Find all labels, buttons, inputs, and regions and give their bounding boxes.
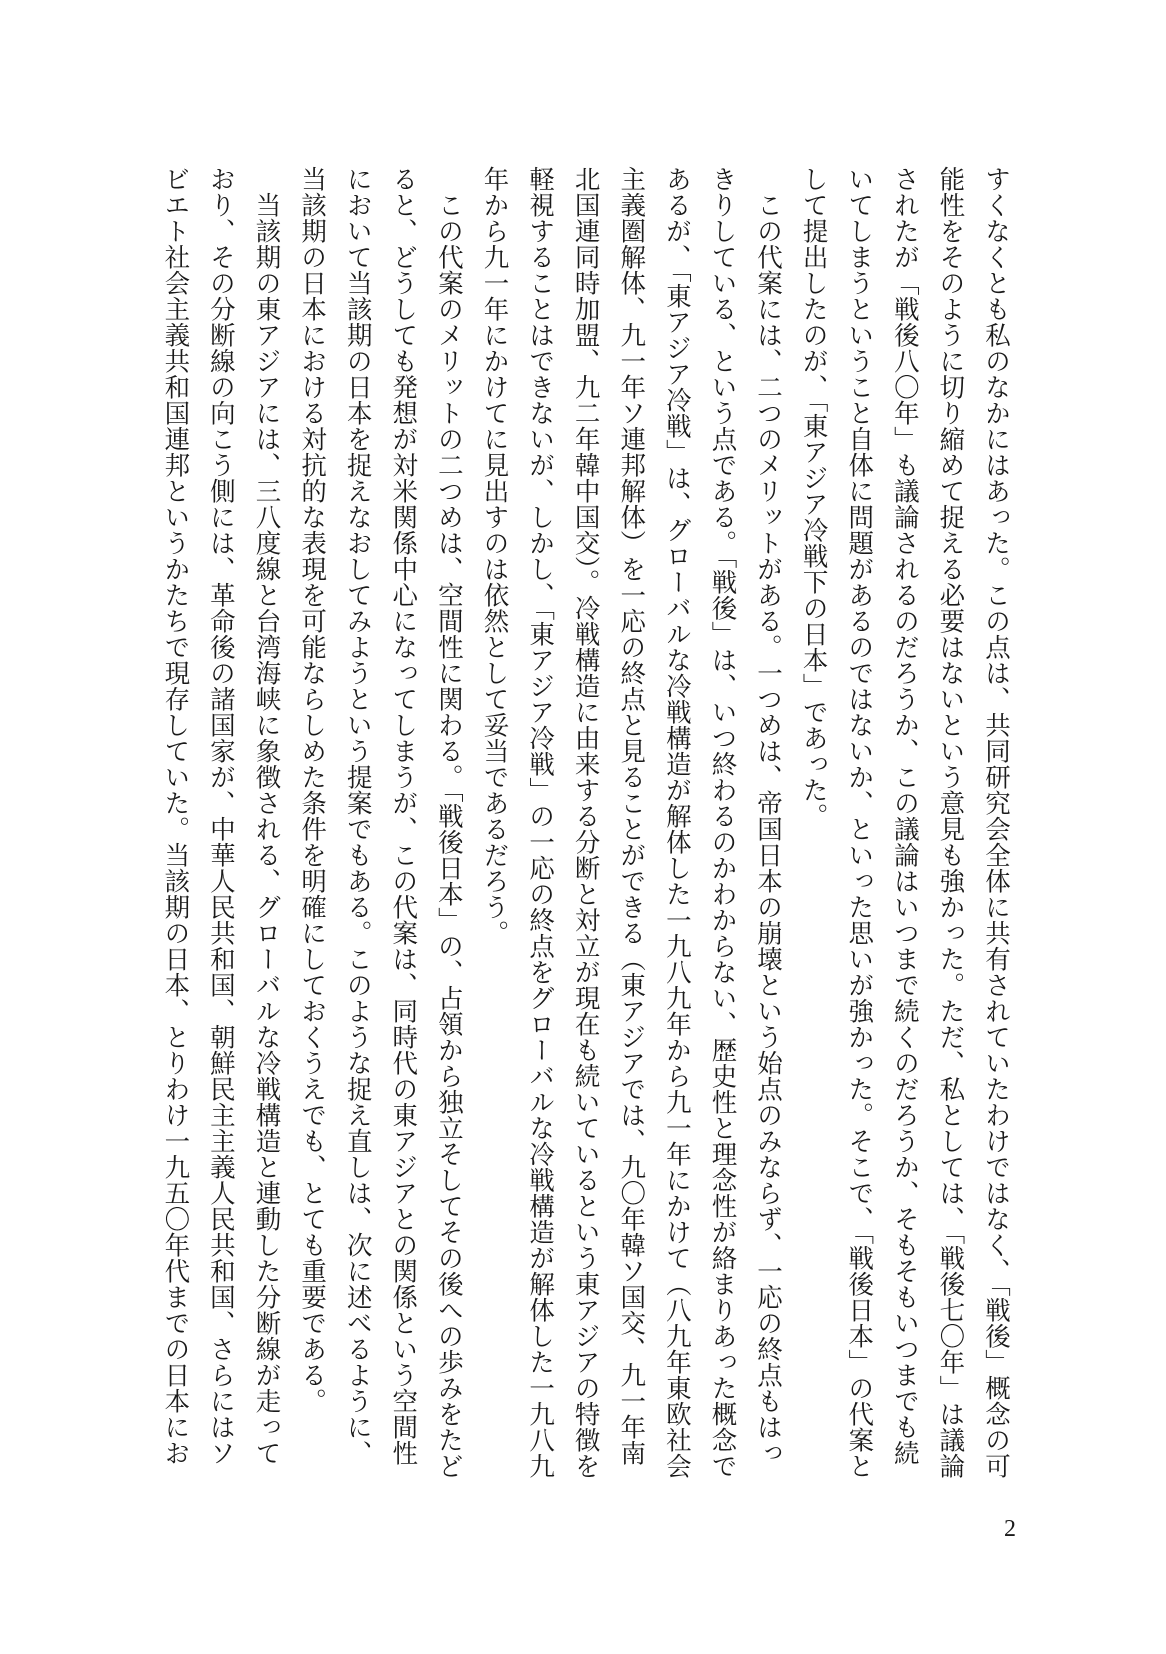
text-line: されたが「戦後八〇年」も議論されるのだろうか、この議論はいつまで続くのだろうか、そもそもいつまでも続 [889,166,920,1466]
page-number: 2 [1004,1516,1016,1542]
text-line: きりしている、という点である。「戦後」は、いつ終わるのかわからない、歴史性と理念性が絡まりあった概念で [707,166,738,1480]
text-line: 能性をそのように切り縮めて捉える必要はないという意見も強かった。ただ、私としては、「戦後七〇年」は議論 [935,166,966,1480]
text-line: おり、その分断線の向こう側には、革命後の諸国家が、中華人民共和国、朝鮮民主主義人民共和国、さらにはソ [205,166,236,1466]
text-line: して提出したのが、「東アジア冷戦下の日本」であった。 [798,166,829,830]
body-text [152,166,1018,1480]
text-line: いてしまうということ自体に問題があるのではないか、といった思いが強かった。そこで、「戦後日本」の代案と [844,166,875,1480]
text-line: 主義圏解体、九一年ソ連邦解体）を一応の終点と見ることができる（東アジアでは、九〇年韓ソ国交、九一年南 [616,166,647,1466]
text-line: この代案には、二つのメリットがある。一つめは、帝国日本の崩壊という始点のみならず、一応の終点もはっ [753,166,784,1466]
text-line: 北国連同時加盟、九二年韓中国交）。冷戦構造に由来する分断と対立が現在も続いているという東アジアの特徴を [570,166,601,1480]
text-line: 当該期の東アジアには、三八度線と台湾海峡に象徴される、グローバルな冷戦構造と連動した分断線が走って [251,166,282,1466]
text-line: あるが、「東アジア冷戦」は、グローバルな冷戦構造が解体した一九八九年から九一年にかけて（八九年東欧社会 [661,166,692,1480]
text-line: 軽視することはできないが、しかし、「東アジア冷戦」の一応の終点をグローバルな冷戦構造が解体した一九八九 [525,166,556,1480]
text-line: すくなくとも私のなかにはあった。この点は、共同研究会全体に共有されていたわけではなく、「戦後」概念の可 [981,166,1011,1480]
text-line: において当該期の日本を捉えなおしてみようという提案でもある。このような捉え直しは、次に述べるように、 [342,166,373,1466]
text-line: ビエト社会主義共和国連邦というかたちで現存していた。当該期の日本、とりわけ一九五〇年代までの日本にお [160,166,191,1466]
text-line: 年から九一年にかけてに見出すのは依然として妥当であるだろう。 [479,166,510,946]
text-line: ると、どうしても発想が対米関係中心になってしまうが、この代案は、同時代の東アジアとの関係という空間性 [388,166,419,1466]
text-line: この代案のメリットの二つめは、空間性に関わる。「戦後日本」の、占領から独立そしてその後への歩みをたど [433,166,464,1480]
text-line: 当該期の日本における対抗的な表現を可能ならしめた条件を明確にしておくうえでも、とても重要である。 [297,166,328,1414]
